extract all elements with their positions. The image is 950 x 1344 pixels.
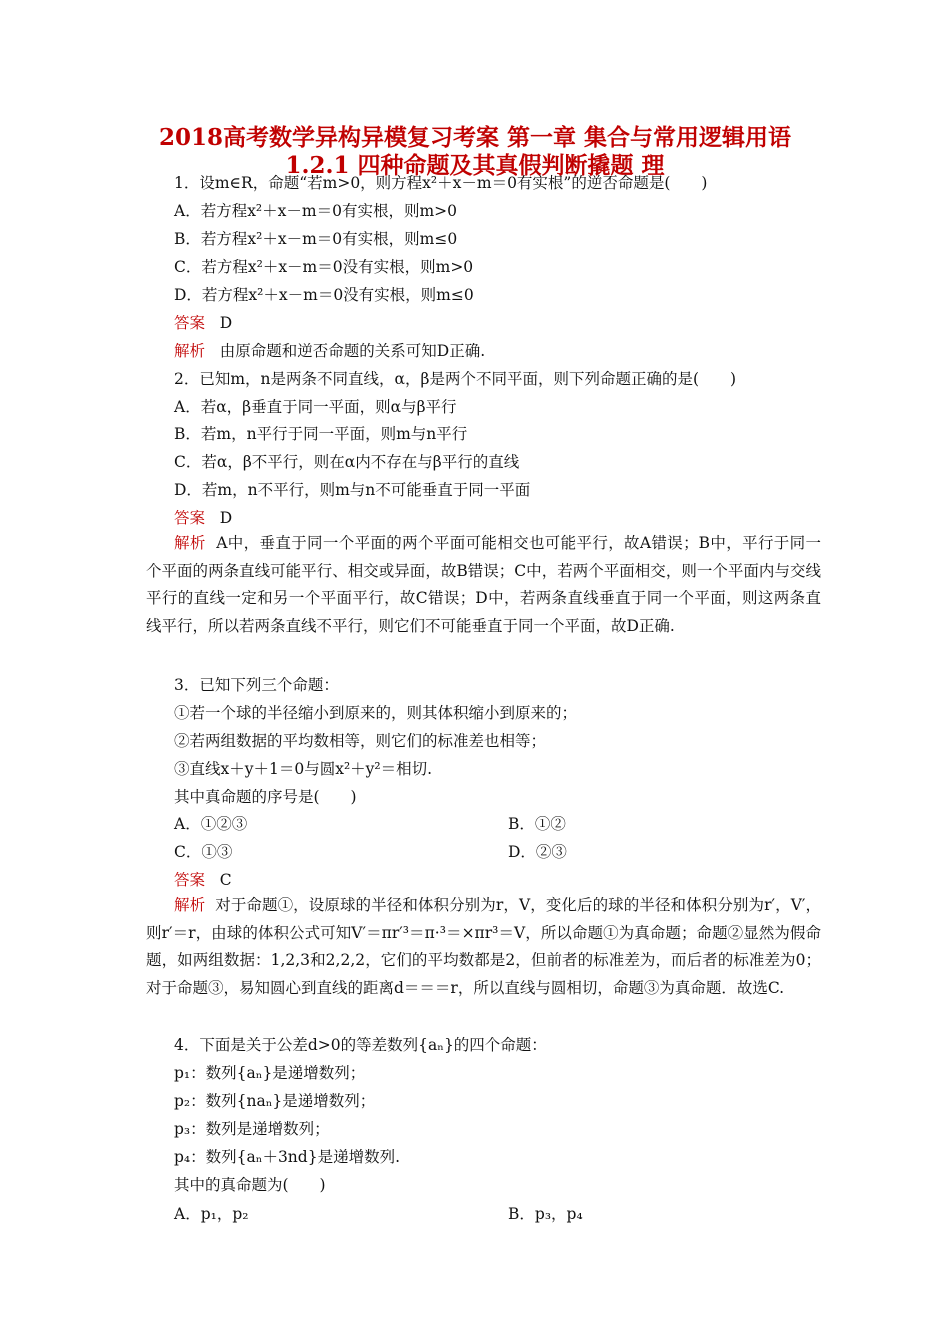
q2-option-c: C．若α，β不平行，则在α内不存在与β平行的直线 [174, 453, 520, 471]
analysis-label: 解析 [174, 896, 206, 914]
q1-option-c: C．若方程x²＋x－m＝0没有实根，则m>0 [174, 258, 474, 276]
q4-option-a: A．p₁，p₂ [174, 1205, 249, 1223]
answer-label: 答案 [174, 871, 206, 889]
q2-answer-value: D [219, 509, 233, 527]
q1-option-d: D．若方程x²＋x－m＝0没有实根，则m≤0 [174, 286, 474, 304]
answer-label: 答案 [174, 509, 206, 527]
q1-answer [174, 313, 232, 333]
q3-option-c: C．①③ [174, 843, 233, 861]
q3-option-b: B．①② [508, 815, 566, 833]
q4-option-b: B．p₃，p₄ [508, 1205, 583, 1223]
analysis-label: 解析 [174, 342, 206, 360]
q1-analysis [174, 341, 485, 361]
q2-stem: 2．已知m，n是两条不同直线，α，β是两个不同平面，则下列命题正确的是( ) [174, 370, 737, 388]
analysis-label: 解析 [174, 534, 206, 552]
q3-proposition-3: ③直线x＋y＋1＝0与圆x²＋y²＝相切. [174, 760, 433, 778]
q4-question: 其中的真命题为( ) [174, 1176, 326, 1194]
q1-analysis-text: 由原命题和逆否命题的关系可知D正确. [219, 342, 486, 360]
document-title: 2018高考数学异构异模复习考案 第一章 集合与常用逻辑用语 [158, 124, 792, 151]
q1-answer-value: D [219, 314, 233, 332]
q2-option-b: B．若m，n平行于同一平面，则m与n平行 [174, 425, 468, 443]
q3-stem: 3．已知下列三个命题： [174, 676, 339, 694]
q4-proposition-2: p₂：数列{naₙ}是递增数列； [174, 1092, 376, 1110]
q3-answer-value: C [219, 871, 232, 889]
q3-analysis [146, 892, 821, 1002]
q1-option-b: B．若方程x²＋x－m＝0有实根，则m≤0 [174, 230, 458, 248]
q3-proposition-1: ①若一个球的半径缩小到原来的，则其体积缩小到原来的； [174, 704, 578, 722]
q2-analysis-text: A中，垂直于同一个平面的两个平面可能相交也可能平行，故A错误；B中，平行于同一个平面的两条直线可能平行、相交或异面，故B错误；C中，若两个平面相交，则一个平面内与交线平行的直线一定和另一个平面平行，故C错误；D中，若两条直线垂直于同一个平面，则这两条直线平行，所以若两条直线不平行，则它们不可能垂直于同一个平面，故D正确. [146, 534, 821, 635]
q2-option-a: A．若α，β垂直于同一平面，则α与β平行 [174, 398, 457, 416]
q3-question: 其中真命题的序号是( ) [174, 788, 357, 806]
q4-proposition-4: p₄：数列{aₙ＋3nd}是递增数列. [174, 1148, 400, 1166]
answer-label: 答案 [174, 314, 206, 332]
q3-option-a: A．①②③ [174, 815, 248, 833]
q4-proposition-3: p₃：数列是递增数列； [174, 1120, 330, 1138]
q3-proposition-2: ②若两组数据的平均数相等，则它们的标准差也相等； [174, 732, 547, 750]
q4-proposition-1: p₁：数列{aₙ}是递增数列； [174, 1064, 366, 1082]
q2-answer [174, 508, 232, 528]
q2-analysis [146, 530, 821, 640]
q1-option-a: A．若方程x²＋x－m＝0有实根，则m>0 [174, 202, 457, 220]
q3-answer [174, 870, 232, 890]
q1-stem: 1．设m∈R，命题“若m>0，则方程x²＋x－m＝0有实根”的逆否命题是( ) [174, 174, 708, 192]
q3-analysis-text: 对于命题①，设原球的半径和体积分别为r，V，变化后的球的半径和体积分别为r′，V′，则r′＝r，由球的体积公式可知V′＝πr′³＝π·³＝×πr³＝V，所以命题①为真命题；命题②显然为假命题，如两组数据：1,2,3和2,2,2，它们的平均数都是2，但前者的标准差为，而后者的标准差为0；对于命题③，易知圆心到直线的距离d＝＝＝r，所以直线与圆相切，命题③为真命题．故选C. [146, 896, 821, 997]
q2-option-d: D．若m，n不平行，则m与n不可能垂直于同一平面 [174, 481, 531, 499]
q3-option-d: D．②③ [508, 843, 567, 861]
document-subtitle: 1.2.1 四种命题及其真假判断撬题 理 [285, 152, 665, 179]
q4-stem: 4．下面是关于公差d>0的等差数列{aₙ}的四个命题： [174, 1036, 547, 1054]
